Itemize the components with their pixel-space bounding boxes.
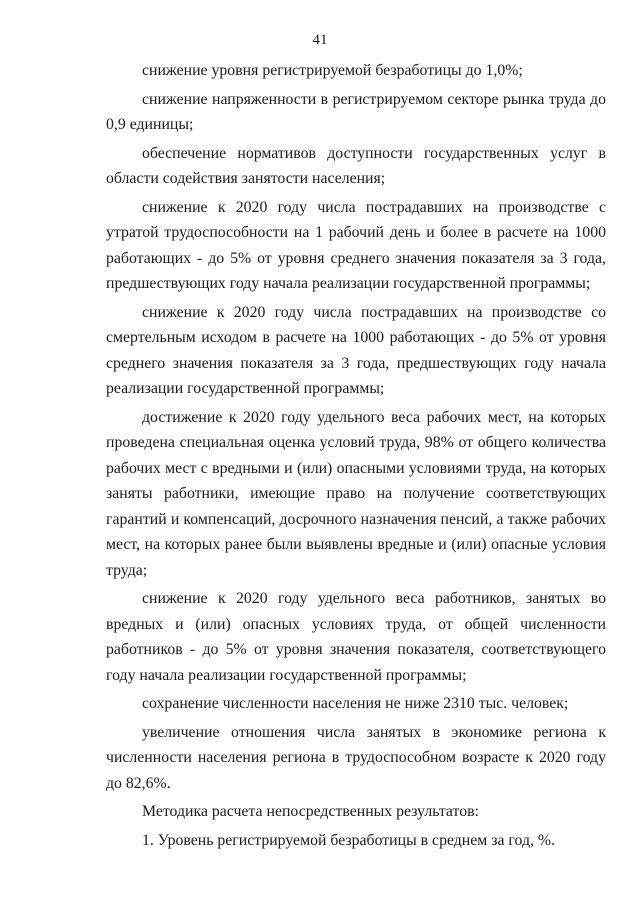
paragraph-methodology-heading: Методика расчета непосредственных результатов: [142,803,479,820]
paragraph-injury-reduction: снижение к 2020 году числа пострадавших на производстве с утратой трудоспособности на 1 рабочий день и более в расчете на 1000 работающих - до 5% от уровня среднего значения показателя за 3 года, предшествующих году начала реализации государственной программы; [106,198,606,292]
paragraph-service-accessibility: обеспечение нормативов доступности государственных услуг в области содействия занятости населения; [106,144,606,187]
paragraph-hazardous-conditions: снижение к 2020 году удельного веса работников, занятых во вредных и (или) опасных условиях труда, от общей численности работников - до 5% от уровня значения показателя, соответствующего году начала реализации государственной программы; [106,590,606,684]
body-text [106,58,606,853]
paragraph-employment-ratio: увеличение отношения числа занятых в экономике региона к численности населения региона в трудоспособном возрасте к 2020 году до 82,6%. [106,723,606,792]
paragraph-labor-market-tension: снижение напряженности в регистрируемом секторе рынка труда до 0,9 единицы; [106,90,606,133]
paragraph-fatal-injury-reduction: снижение к 2020 году числа пострадавших на производстве со смертельным исходом в расчете на 1000 работающих - до 5% от уровня среднего значения показателя за 3 года, предшествующих году начала реализации государственной программы; [106,303,606,397]
paragraph-methodology-item-1: 1. Уровень регистрируемой безработицы в среднем за год, %. [142,831,555,849]
paragraph-unemployment-level: снижение уровня регистрируемой безработицы до 1,0%; [142,62,523,79]
paragraph-workplace-assessment: достижение к 2020 году удельного веса рабочих мест, на которых проведена специальная оценка условий труда, 98% от общего количества рабочих мест с вредными и (или) опасными условиями труда, на которых заняты работники, имеющие право на получение соответствующих гарантий и компенсаций, досрочного назначения пенсий, а также рабочих мест, на которых ранее были выявлены вредные и (или) опасные условия труда; [106,408,606,579]
page-number: 41 [312,32,328,48]
paragraph-population: сохранение численности населения не ниже 2310 тыс. человек; [142,695,569,712]
